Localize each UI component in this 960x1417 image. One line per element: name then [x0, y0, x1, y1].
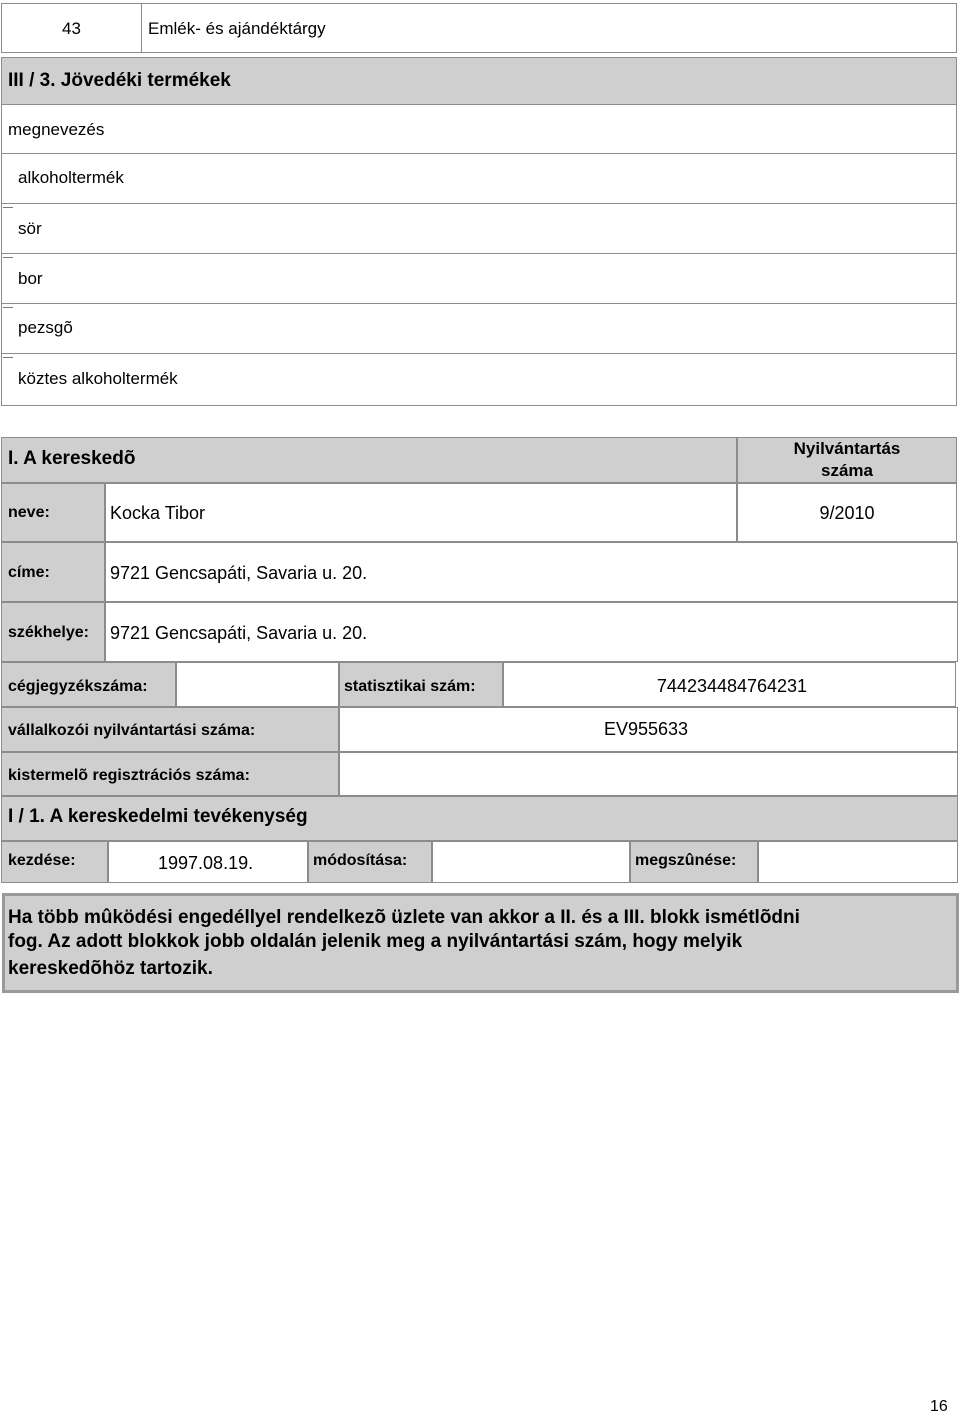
stat-value: 744234484764231	[656, 676, 808, 696]
product-item: pezsgõ	[18, 318, 73, 337]
note-line-3: kereskedõhöz tartozik.	[8, 958, 213, 979]
seat-label: székhelye:	[8, 624, 89, 641]
company-reg-value-cell	[176, 662, 339, 707]
entrepreneur-label: vállalkozói nyilvántartási száma:	[8, 722, 256, 739]
address-label: címe:	[8, 564, 50, 581]
entrepreneur-value: EV955633	[603, 719, 689, 739]
category-number: 43	[62, 19, 81, 38]
product-item: köztes alkoholtermék	[18, 369, 178, 388]
stat-label: statisztikai szám:	[344, 678, 476, 695]
product-item: bor	[18, 269, 43, 288]
activity-title: I / 1. A kereskedelmi tevékenység	[8, 806, 308, 827]
name-value: Kocka Tibor	[110, 503, 206, 523]
dash-mark	[3, 257, 13, 258]
producer-label: kistermelõ regisztrációs száma:	[8, 767, 250, 784]
seat-value: 9721 Gencsapáti, Savaria u. 20.	[110, 623, 368, 643]
category-label: Emlék- és ajándéktárgy	[148, 19, 326, 38]
section-title: III / 3. Jövedéki termékek	[8, 70, 231, 91]
end-value-cell	[758, 841, 958, 883]
category-row	[1, 3, 957, 53]
name-label: neve:	[8, 504, 50, 521]
product-item: alkoholtermék	[18, 168, 124, 187]
product-item: sör	[18, 219, 42, 238]
divider	[1, 153, 957, 154]
start-label: kezdése:	[8, 852, 76, 869]
name-column-header: megnevezés	[8, 120, 105, 139]
divider	[1, 353, 957, 354]
dash-mark	[3, 207, 13, 208]
divider	[1, 253, 957, 254]
page-number: 16	[930, 1398, 948, 1415]
company-reg-label: cégjegyzékszáma:	[8, 678, 148, 695]
dash-mark	[3, 357, 13, 358]
producer-value-cell	[339, 752, 958, 796]
note-line-1: Ha több mûködési engedéllyel rendelkezõ üzlete van akkor a II. és a III. blokk ismétlõdni	[8, 907, 800, 928]
dash-mark	[3, 307, 13, 308]
note-line-2: fog. Az adott blokkok jobb oldalán jelenik meg a nyilvántartási szám, hogy melyik	[8, 931, 743, 952]
end-label: megszûnése:	[635, 852, 737, 869]
reg-header-line1: Nyilvántartás	[793, 439, 901, 458]
trader-title: I. A kereskedõ	[8, 448, 136, 469]
divider	[1, 104, 957, 105]
start-value: 1997.08.19.	[158, 853, 254, 873]
reg-number-value: 9/2010	[819, 503, 875, 523]
divider	[1, 203, 957, 204]
reg-header-line2: száma	[821, 461, 873, 480]
address-value: 9721 Gencsapáti, Savaria u. 20.	[110, 563, 368, 583]
divider	[1, 303, 957, 304]
modified-label: módosítása:	[313, 852, 408, 869]
modified-value-cell	[432, 841, 630, 883]
divider	[141, 3, 142, 53]
